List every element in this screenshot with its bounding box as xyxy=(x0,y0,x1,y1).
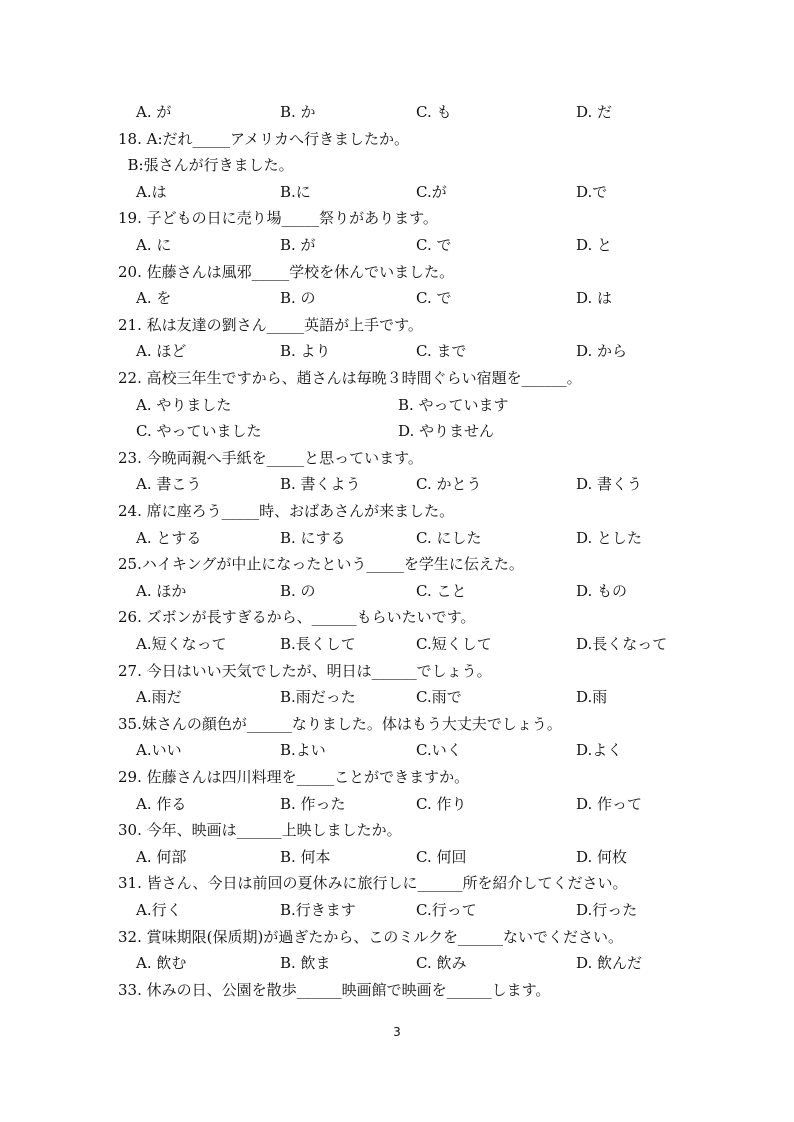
question-text: 20. 佐藤さんは風邪_____学校を休んでいました。 xyxy=(118,262,455,281)
answer-option: C. も xyxy=(416,103,452,121)
answer-option: D. もの xyxy=(576,581,628,600)
answer-option: B. が xyxy=(280,236,316,254)
answer-option: C. やっていました xyxy=(136,422,262,441)
answer-option: A.いい xyxy=(136,741,182,760)
question-text: 18. A:だれ_____アメリカへ行きましたか。 xyxy=(118,129,409,148)
answer-option: A. 書こう xyxy=(136,475,202,494)
answer-option: A. を xyxy=(136,289,172,308)
answer-option: B. の xyxy=(280,289,316,308)
answer-option: B. やっています xyxy=(398,395,509,414)
answer-option: A. やりました xyxy=(136,395,232,414)
question-text: 23. 今晩両親へ手紙を_____と思っています。 xyxy=(118,448,423,467)
answer-option: C. 飲み xyxy=(416,954,467,973)
question-text: 31. 皆さん、今日は前回の夏休みに旅行しに______所を紹介してください。 xyxy=(118,874,628,893)
question-text: 33. 休みの日、公園を散歩______映画館で映画を______します。 xyxy=(118,980,551,999)
answer-option: D. 作って xyxy=(576,794,643,813)
answer-option: B. 作った xyxy=(280,794,346,813)
answer-option: C.いく xyxy=(416,741,462,760)
question-text: 27. 今日はいい天気でしたが、明日は______でしょう。 xyxy=(118,661,492,680)
answer-option: A.行く xyxy=(136,901,182,919)
answer-option: D. と xyxy=(576,236,613,254)
question-text: 21. 私は友達の劉さん_____英語が上手です。 xyxy=(118,315,423,334)
answer-option: D. 飲んだ xyxy=(576,954,643,973)
question-text: 29. 佐藤さんは四川料理を_____ことができますか。 xyxy=(118,768,470,786)
answer-option: D.長くなって xyxy=(576,635,668,653)
answer-option: B. か xyxy=(280,103,316,121)
answer-option: C.短くして xyxy=(416,635,492,653)
answer-option: B. 書くよう xyxy=(280,475,361,494)
question-text: 25.ハイキングが中止になったという_____を学生に伝えた。 xyxy=(118,555,524,574)
question-text: 19. 子どもの日に売り場_____祭りがあります。 xyxy=(118,209,438,228)
answer-option: B. にする xyxy=(280,528,346,547)
answer-option: A. に xyxy=(136,236,172,254)
answer-option: D. から xyxy=(576,342,628,361)
answer-option: C.行って xyxy=(416,901,477,919)
page-number: 3 xyxy=(393,1025,401,1039)
answer-option: D.行った xyxy=(576,901,638,919)
answer-option: D. だ xyxy=(576,103,613,121)
answer-option: A. 作る xyxy=(136,794,187,813)
answer-option: C. こと xyxy=(416,581,467,600)
answer-option: C. かとう xyxy=(416,475,482,494)
answer-option: A. が xyxy=(136,103,172,121)
answer-option: D. 何枚 xyxy=(576,847,628,866)
answer-option: A.短くなって xyxy=(136,635,227,653)
question-text: 26. ズボンが長すぎるから、______もらいたいです。 xyxy=(118,608,476,627)
answer-option: C. で xyxy=(416,236,452,254)
answer-option: A.雨だ xyxy=(136,688,182,707)
question-text: 24. 席に座ろう_____時、おばあさんが来ました。 xyxy=(118,502,455,520)
answer-option: C.が xyxy=(416,182,447,201)
answer-option: B.よい xyxy=(280,741,326,760)
answer-option: B.行きます xyxy=(280,901,356,919)
answer-option: A. ほか xyxy=(136,581,187,600)
answer-option: D.雨 xyxy=(576,688,608,707)
answer-option: B. 飲ま xyxy=(280,954,331,973)
question-text: 35.妹さんの顔色が______なりました。体はもう大丈夫でしょう。 xyxy=(118,714,562,733)
answer-option: D.よく xyxy=(576,741,623,760)
answer-option: B. 何本 xyxy=(280,847,331,866)
question-text: B:張さんが行きました。 xyxy=(118,156,294,175)
answer-option: A. ほど xyxy=(136,342,187,361)
answer-option: B.に xyxy=(280,182,311,201)
answer-option: B.雨だった xyxy=(280,688,356,707)
answer-option: B. の xyxy=(280,581,316,600)
answer-option: B. より xyxy=(280,342,331,361)
answer-option: A. とする xyxy=(136,528,202,547)
answer-option: C. で xyxy=(416,289,452,308)
question-text: 32. 賞味期限(保质期)が過ぎたから、このミルクを______ないでください。 xyxy=(118,927,624,946)
answer-option: A. 飲む xyxy=(136,954,187,973)
answer-option: D.で xyxy=(576,182,608,201)
answer-option: D. やりません xyxy=(398,422,495,441)
question-text: 22. 高校三年生ですから、趙さんは毎晩３時間ぐらい宿題を______。 xyxy=(118,369,582,387)
answer-option: C. まで xyxy=(416,342,467,361)
answer-option: C. 作り xyxy=(416,794,467,813)
answer-option: D. 書くう xyxy=(576,475,643,494)
question-text: 30. 今年、映画は______上映しましたか。 xyxy=(118,821,402,840)
answer-option: C. 何回 xyxy=(416,847,467,866)
answer-option: C.雨で xyxy=(416,688,462,707)
answer-option: A.は xyxy=(136,182,167,201)
answer-option: C. にした xyxy=(416,528,482,547)
answer-option: B.長くして xyxy=(280,635,356,653)
answer-option: D. とした xyxy=(576,528,643,547)
answer-option: D. は xyxy=(576,289,613,308)
answer-option: A. 何部 xyxy=(136,847,187,866)
